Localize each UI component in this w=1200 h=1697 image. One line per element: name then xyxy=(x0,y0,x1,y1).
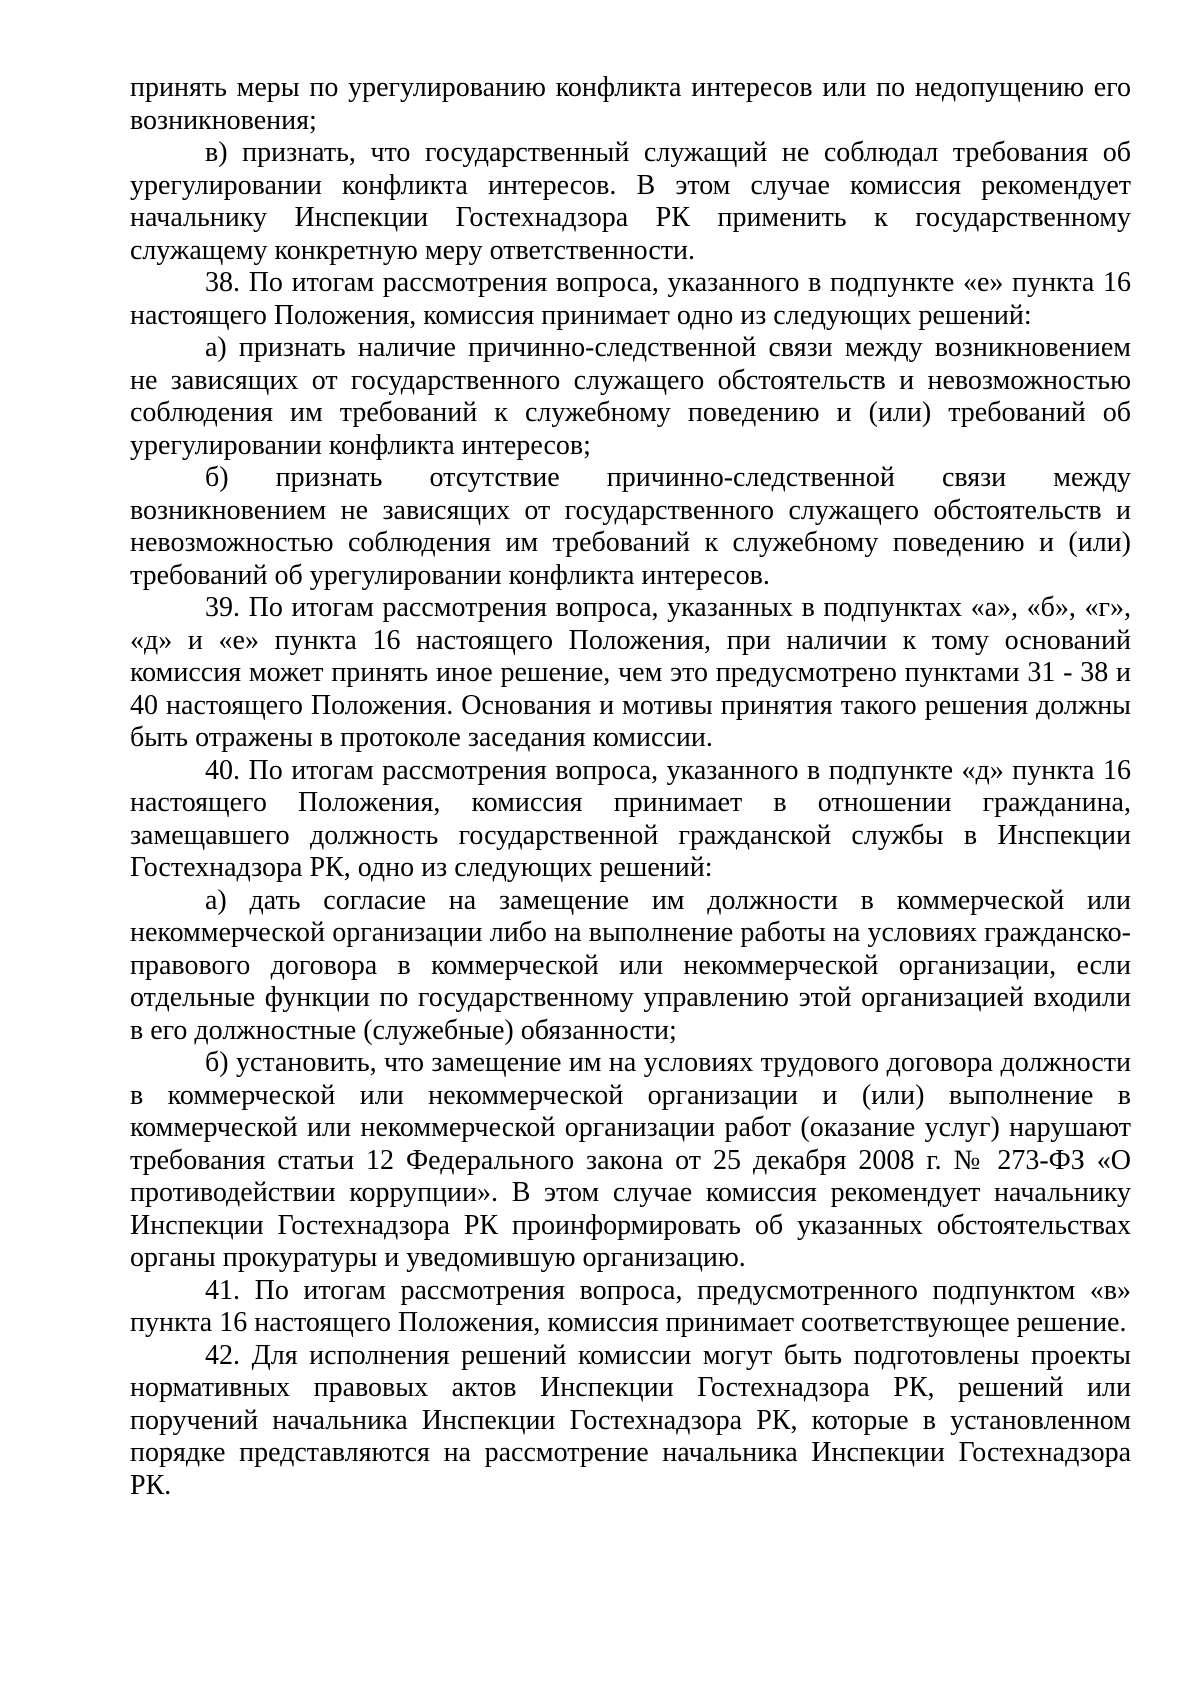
paragraph-37v: в) признать, что государственный служащий не соблюдал требования об урегулировании конфликта интересов. В этом случае комиссия рекомендует начальнику Инспекции Гостехнадзора РК применить к государственному служащему конкретную меру ответственности. xyxy=(130,137,1131,266)
document-page xyxy=(130,72,1131,1502)
paragraph-continuation: принять меры по урегулированию конфликта интересов или по недопущению его возникновения; xyxy=(130,72,1131,136)
paragraph-40b: б) установить, что замещение им на условиях трудового договора должности в коммерческой или некоммерческой организации и (или) выполнение в коммерческой или некоммерческой организации работ (оказание услуг) нарушают требования статьи 12 Федерального закона от 25 декабря 2008 г. № 273-ФЗ «О противодействии коррупции». В этом случае комиссия рекомендует начальнику Инспекции Гостехнадзора РК проинформировать об указанных обстоятельствах органы прокуратуры и уведомившую организацию. xyxy=(130,1047,1131,1273)
paragraph-39: 39. По итогам рассмотрения вопроса, указанных в подпунктах «а», «б», «г», «д» и «е» пункта 16 настоящего Положения, при наличии к тому оснований комиссия может принять иное решение, чем это предусмотрено пунктами 31 - 38 и 40 настоящего Положения. Основания и мотивы принятия такого решения должны быть отражены в протоколе заседания комиссии. xyxy=(130,592,1131,753)
paragraph-38a: а) признать наличие причинно-следственной связи между возникновением не зависящих от государственного служащего обстоятельств и невозможностью соблюдения им требований к служебному поведению и (или) требований об урегулировании конфликта интересов; xyxy=(130,332,1131,461)
paragraph-38b: б) признать отсутствие причинно-следственной связи между возникновением не зависящих от государственного служащего обстоятельств и невозможностью соблюдения им требований к служебному поведению и (или) требований об урегулировании конфликта интересов. xyxy=(130,462,1131,591)
paragraph-40a: а) дать согласие на замещение им должности в коммерческой или некоммерческой организации либо на выполнение работы на условиях гражданско-правового договора в коммерческой или некоммерческой организации, если отдельные функции по государственному управлению этой организацией входили в его должностные (служебные) обязанности; xyxy=(130,884,1131,1046)
paragraph-38: 38. По итогам рассмотрения вопроса, указанного в подпункте «е» пункта 16 настоящего Положения, комиссия принимает одно из следующих решений: xyxy=(130,267,1131,331)
paragraph-41: 41. По итогам рассмотрения вопроса, предусмотренного подпунктом «в» пункта 16 настоящего Положения, комиссия принимает соответствующее решение. xyxy=(130,1274,1131,1338)
paragraph-42: 42. Для исполнения решений комиссии могут быть подготовлены проекты нормативных правовых актов Инспекции Гостехнадзора РК, решений или поручений начальника Инспекции Гостехнадзора РК, которые в установленном порядке представляются на рассмотрение начальника Инспекции Гостехнадзора РК. xyxy=(130,1339,1131,1501)
paragraph-40: 40. По итогам рассмотрения вопроса, указанного в подпункте «д» пункта 16 настоящего Положения, комиссия принимает в отношении гражданина, замещавшего должность государственной гражданской службы в Инспекции Гостехнадзора РК, одно из следующих решений: xyxy=(130,754,1131,883)
